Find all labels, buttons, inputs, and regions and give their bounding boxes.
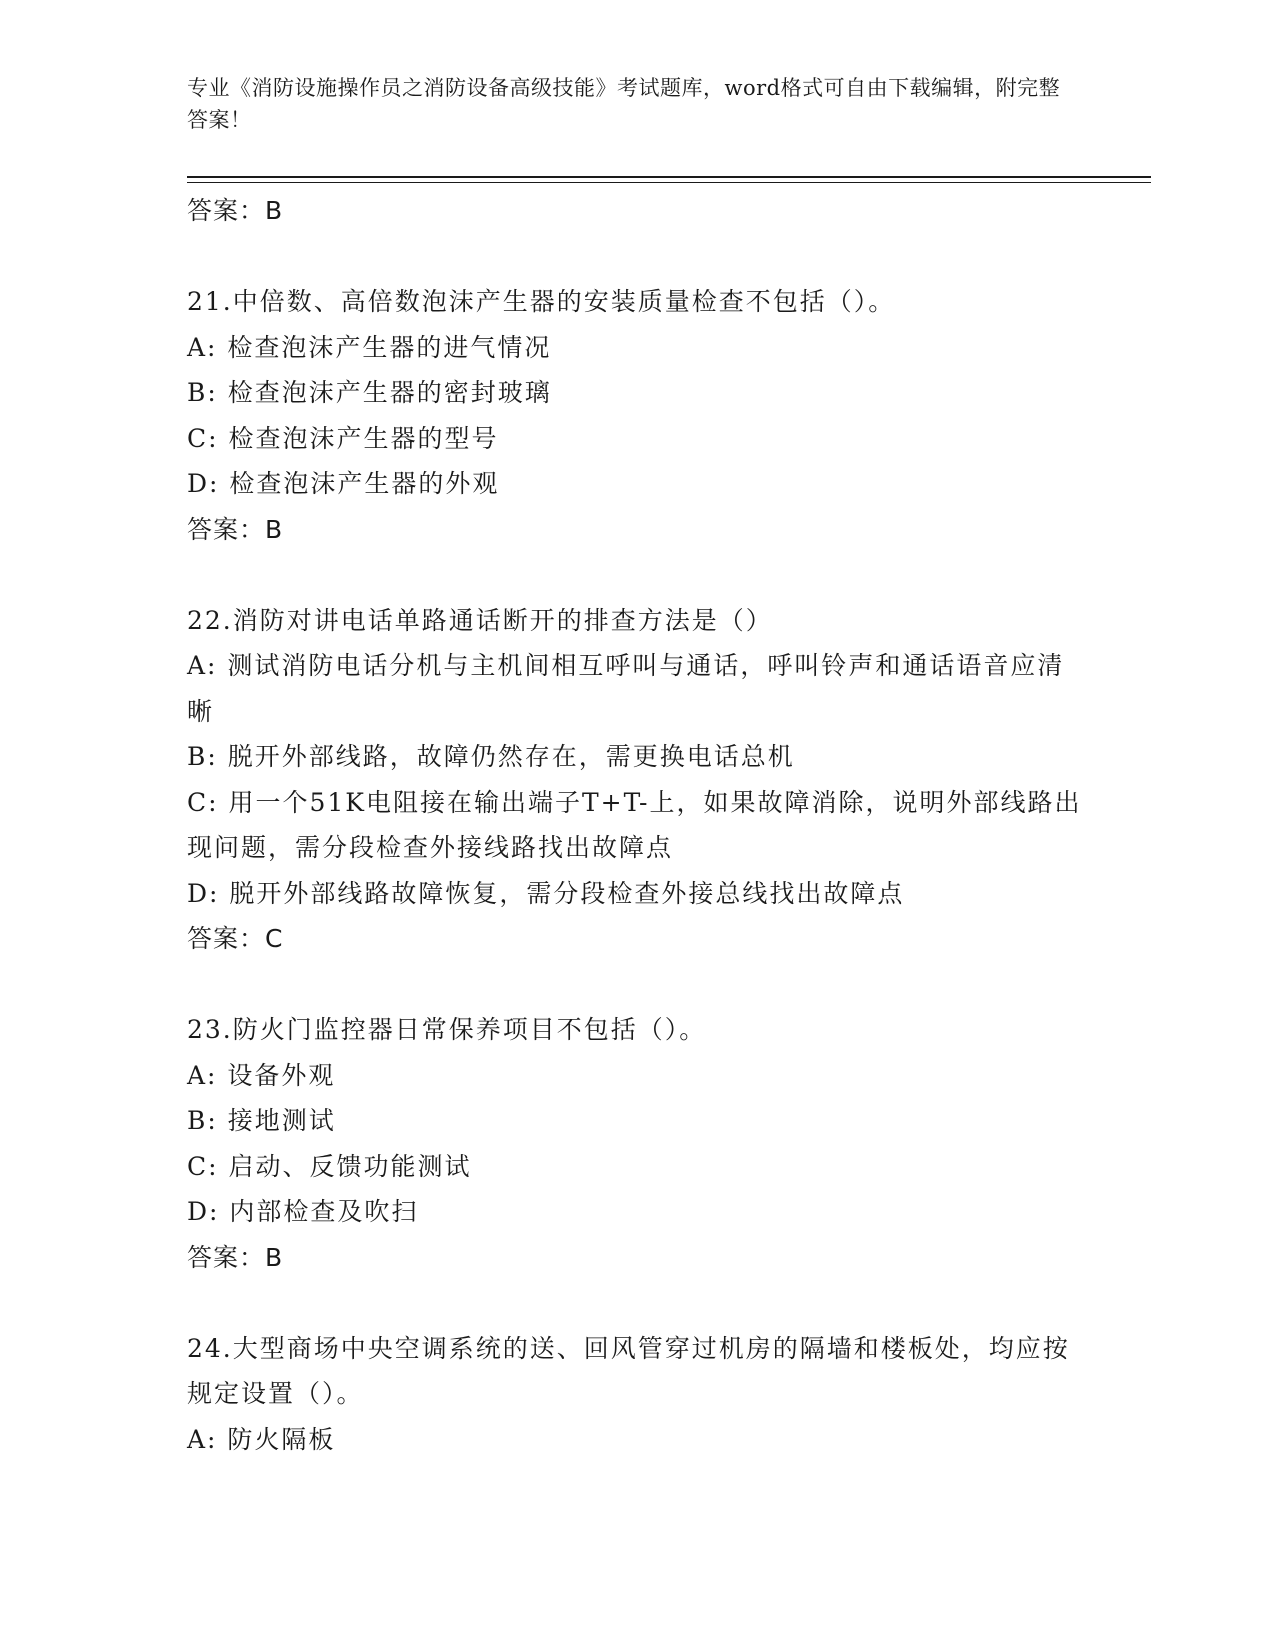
answer-line: 答案：B <box>187 514 284 544</box>
document-header: 专业《消防设施操作员之消防设备高级技能》考试题库，word格式可自由下载编辑，附完整答案！ <box>187 76 1061 132</box>
option-d: D: 内部检查及吹扫 <box>187 1197 419 1226</box>
question-list <box>187 188 1087 1462</box>
option-c: C: 用一个51K电阻接在输出端子T+T-上，如果故障消除，说明外部线路出现问题，需分段检查外接线路找出故障点 <box>187 787 1082 862</box>
question-stem: 23.防火门监控器日常保养项目不包括（）。 <box>187 1015 707 1044</box>
option-a: A: 测试消防电话分机与主机间相互呼叫与通话，呼叫铃声和通话语音应清晰 <box>187 651 1065 726</box>
option-b: B: 脱开外部线路，故障仍然存在，需更换电话总机 <box>187 742 795 771</box>
option-a: A: 检查泡沫产生器的进气情况 <box>187 332 552 362</box>
option-b: B: 检查泡沫产生器的密封玻璃 <box>187 378 552 407</box>
option-b: B: 接地测试 <box>187 1106 336 1135</box>
option-d: D: 脱开外部线路故障恢复，需分段检查外接总线找出故障点 <box>187 878 905 908</box>
answer-line: 答案：C <box>187 924 284 953</box>
spacer <box>187 552 1087 598</box>
header-divider-thick <box>187 176 1151 178</box>
answer-line: 答案：B <box>187 1242 284 1272</box>
option-a: A: 防火隔板 <box>187 1424 336 1454</box>
option-c: C: 检查泡沫产生器的型号 <box>187 423 499 453</box>
spacer <box>187 234 1087 280</box>
question-stem: 21.中倍数、高倍数泡沫产生器的安装质量检查不包括（）。 <box>187 287 896 316</box>
option-c: C: 启动、反馈功能测试 <box>187 1151 472 1181</box>
option-a: A: 设备外观 <box>187 1060 336 1090</box>
spacer <box>187 1280 1087 1326</box>
spacer <box>187 962 1087 1008</box>
header-divider-thin <box>187 182 1151 183</box>
question-stem: 24.大型商场中央空调系统的送、回风管穿过机房的隔墙和楼板处，均应按规定设置（）。 <box>187 1333 1070 1408</box>
option-d: D: 检查泡沫产生器的外观 <box>187 469 500 498</box>
answer-line: 答案：B <box>187 196 284 225</box>
question-stem: 22.消防对讲电话单路通话断开的排查方法是（） <box>187 605 773 635</box>
